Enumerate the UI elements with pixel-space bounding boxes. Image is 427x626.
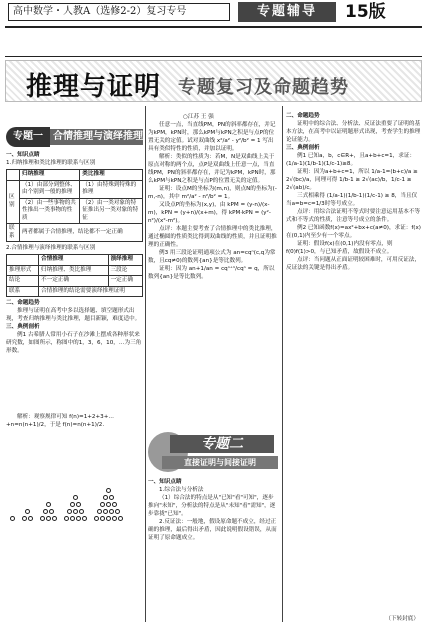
col3-p7: 证明：假设f(x)在(0,1)内没有零点，则f(0)f(1)>0，与已知矛盾，故假设不成立。 (286, 241, 393, 255)
top-rule-2 (5, 56, 422, 57)
col3-example-heading: 三、典例剖析 (286, 145, 320, 151)
knowledge-heading: 一、知识点睛 (6, 152, 40, 158)
example-1: 例1 古希腊人常用小石子在沙滩上摆成各种形状来研究数，如图所示，称图中的1，3，6，10，…为三角形数。 (6, 332, 142, 354)
col2b-p1: 1.综合法与分析法 (159, 487, 204, 493)
dot-mark (115, 509, 120, 514)
edition-number: 15版 (345, 2, 386, 22)
col2b-p3: 2.反证法：一般地，假设原命题不成立，经过正确的推理，最后得出矛盾，因此说明假设错误，从而证明了原命题成立。 (148, 519, 277, 541)
column-two-bottom (148, 478, 279, 622)
col3-p8: 点评：当问题从正面证明较困难时，可用反证法，反证法的关键是得出矛盾。 (286, 257, 421, 271)
dot-mark (82, 516, 87, 521)
example-heading: 三、典例剖析 (6, 324, 40, 330)
masthead-tag: 专题辅导 (238, 2, 336, 22)
dot-mark (112, 502, 117, 507)
col3-p3: 证明：因为a+b+c=1，所以 1/a-1=(b+c)/a ≥ 2√(bc)/a，同理可得 1/b-1 ≥ 2√(ac)/b，1/c-1 ≥ 2√(ab)/c。 (286, 169, 418, 191)
col2-p2: 解析：类似的性质为：若M，N是双曲线上关于原点对称的两个点，点P是双曲线上任意一点，当直线PM，PN的斜率都存在，并记为kPM，kPN时，那么kPM与kPN之积是与点P的位置无关的定值。 (148, 154, 276, 184)
dot-mark (70, 502, 75, 507)
dots-spacer (6, 355, 143, 413)
col2-p1: 任意一点，当直线PM，PN的斜率都存在，并记为kPM，kPN时，那么kPM与kPN之积是与点P的位置无关的定值。试对双曲线 x²/a² - y²/b² = 1 写出具有类似特性的性质，并加以证明。 (148, 122, 276, 152)
dot-mark (103, 495, 108, 500)
col2-p6: 例3 用三段论证明通项公式为 an=cqⁿ(c,q为常数，且cq≠0)的数列{an}是等比数列。 (148, 250, 276, 264)
banner-sub-title: 专题复习及命题趋势 (178, 77, 349, 98)
trend-paragraph: 推理与证明在高考中多以选择题、填空题形式出现，考查归纳推理与类比推理，题目新颖，难度适中。 (6, 308, 141, 322)
masthead (0, 0, 427, 24)
col3-p6: 例2 已知函数f(x)=ax²+bx+c(a≠0)，求证：f(x)在(0,1)内至少有一个零点。 (286, 225, 421, 239)
dot-mark (106, 488, 111, 493)
col3-p5: 点评：用综合法证明不等式时要注意运用基本不等式和不等式的性质，注意等号成立的条件。 (286, 209, 421, 223)
dot-mark (73, 509, 78, 514)
col3-p4: 三式相乘得 (1/a-1)(1/b-1)(1/c-1) ≥ 8，当且仅当a=b=c=1/3时等号成立。 (286, 193, 418, 207)
col2b-p2: （1）综合法的特点是从"已知"看"可知"，逐步推向"未知"，分析法的特点是从"未知"看"需知"，逐步靠拢"已知"。 (148, 495, 276, 517)
author-line: ○江苏 王 强 (183, 114, 214, 120)
section-two-badge: 专题二 (170, 435, 274, 453)
comparison-table-1: 归纳推理 类比推理 区别 （1）由部分到整体、由个别到一般的推理 （1）由特殊到特殊的推理 （2）由一些事物的共性推出一类事物的性质 （2）由一类对象的特征推出另一类对象的特征 联系 两者都属于合情推理，结论都不一定正确 (6, 169, 143, 242)
continued-note: （下转封底） (385, 616, 419, 622)
dot-mark (52, 516, 57, 521)
col2-p7: 证明：因为 an+1/an = cqⁿ⁺¹/cqⁿ = q，所以数列{an}是等比数列。 (148, 266, 275, 280)
dot-mark (118, 516, 123, 521)
dot-mark (94, 516, 99, 521)
example-1-solution: 解析：观察规律可知 f(n)=1+2+3+…+n=n(n+1)/2，于是 f(n)=n(n+1)/2. (6, 414, 115, 428)
trend-heading: 二、命题趋势 (6, 300, 40, 306)
dot-mark (28, 516, 33, 521)
banner (5, 60, 422, 102)
dot-mark (67, 509, 72, 514)
col2-p5: 点评：本题主要考查了合情推理中的类比推理，通过椭圆的性质类比得到双曲线的性质，并且证明推理的正确性。 (148, 226, 277, 248)
section-two-heading (148, 432, 279, 474)
column-divider-2 (282, 106, 283, 622)
dot-mark (22, 516, 27, 521)
banner-main-title: 推理与证明 (26, 72, 162, 102)
column-divider-1 (145, 106, 146, 622)
knowledge-point-1: 1.归纳推理和类比推理的联系与区别 (6, 160, 96, 166)
dot-mark (103, 509, 108, 514)
dot-mark (70, 516, 75, 521)
section-one-title: 合情推理与演绎推理 (50, 129, 143, 145)
dot-mark (109, 495, 114, 500)
dot-mark (79, 509, 84, 514)
col2-p4: 又设点P的坐标为(x,y)，由 kPM = (y-n)/(x-m)，kPN = (y+n)/(x+m)，得 kPM·kPN = (y²-n²)/(x²-m²)。 (148, 202, 271, 224)
dot-mark (76, 516, 81, 521)
dot-mark (64, 516, 69, 521)
top-rule (5, 26, 422, 28)
dot-mark (49, 509, 54, 514)
col3-trend-heading: 二、命题趋势 (286, 113, 320, 119)
knowledge-point-2: 2.合情推理与演绎推理的联系与区别 (6, 245, 96, 251)
dot-mark (73, 495, 78, 500)
dot-mark (100, 516, 105, 521)
comparison-table-2: 合情推理 演绎推理 推理形式 归纳推理、类比推理 三段论 结论 不一定正确 一定正确 联系 合情推理的结论需要演绎推理证明 (6, 254, 143, 297)
section-two-knowledge-heading: 一、知识点睛 (148, 479, 182, 485)
column-two (148, 121, 279, 429)
col2-p3: 证明：设点M的坐标为(m,n)，则点N的坐标为(-m,-n)，其中 m²/a² - n²/b² = 1。 (148, 186, 277, 200)
section-two-title: 直接证明与间接证明 (162, 456, 278, 469)
dot-mark (106, 516, 111, 521)
triangular-numbers-figure (8, 472, 143, 524)
section-one-heading (6, 127, 143, 147)
dot-mark (46, 502, 51, 507)
dot-mark (112, 516, 117, 521)
column-three (286, 112, 422, 612)
dot-mark (106, 502, 111, 507)
dot-mark (109, 509, 114, 514)
dot-mark (100, 502, 105, 507)
masthead-title: 高中数学・人教A（选修2-2）复习专号 (8, 3, 230, 21)
dot-mark (10, 516, 15, 521)
dot-mark (97, 509, 102, 514)
dot-mark (76, 502, 81, 507)
dot-mark (40, 516, 45, 521)
column-one (6, 151, 143, 621)
section-one-badge: 专题一 (6, 127, 50, 147)
dot-mark (46, 516, 51, 521)
col3-p1: 证明中的综合法、分析法、反证法重要了证明的基本方法，在高考中以证明题形式出现，考查学生的推理论证能力。 (286, 121, 421, 143)
col3-p2: 例1 已知a，b，c∈R+，且a+b+c=1，求证：(1/a-1)(1/b-1)(1/c-1)≥8。 (286, 153, 416, 167)
dot-mark (43, 509, 48, 514)
dot-mark (25, 509, 30, 514)
